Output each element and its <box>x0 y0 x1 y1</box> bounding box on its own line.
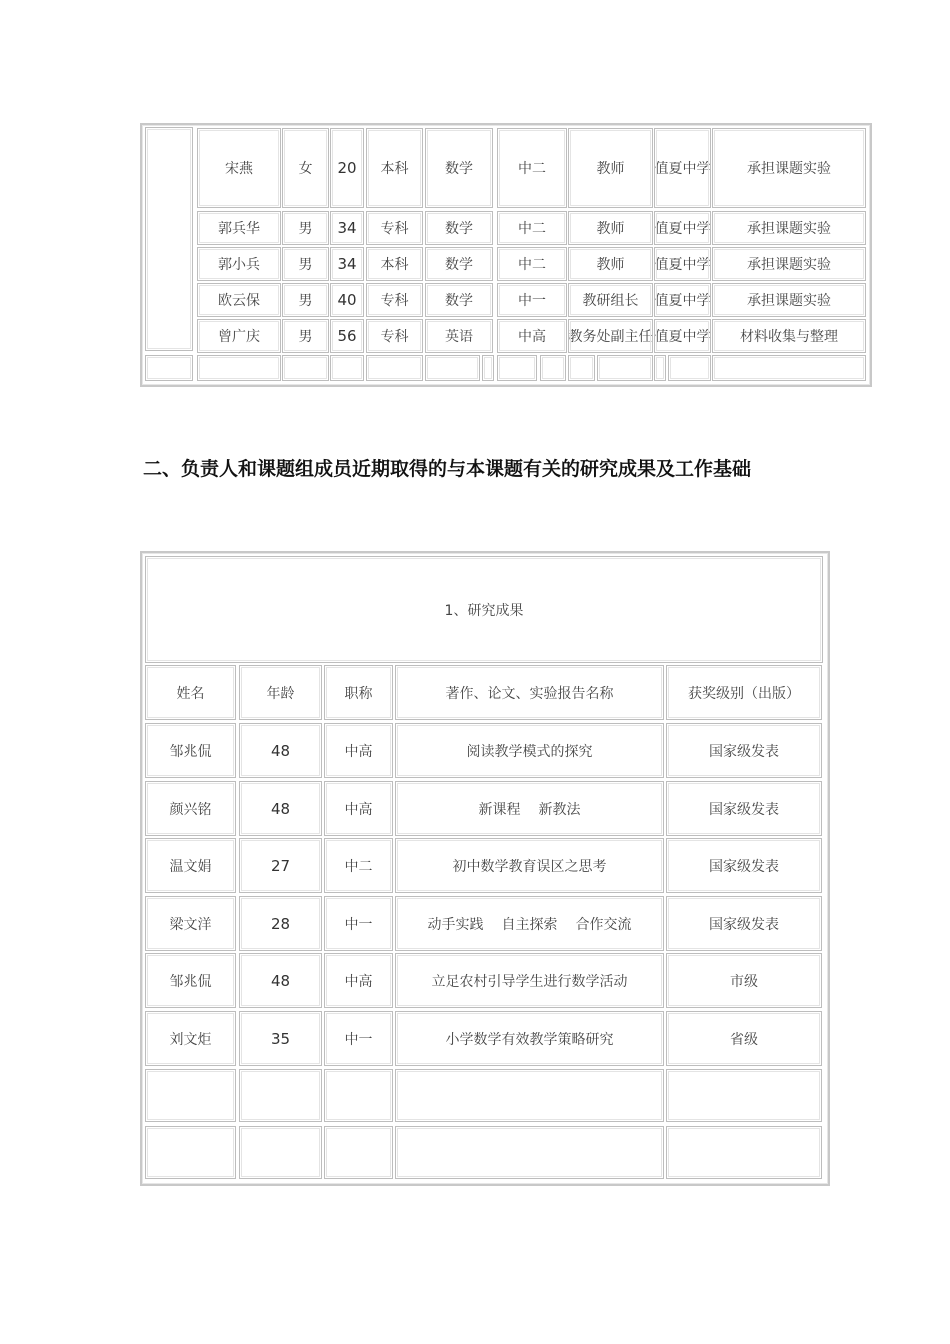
empty-cell <box>366 355 423 381</box>
empty-cell <box>239 1126 322 1179</box>
result-name: 温文娟 <box>145 838 236 893</box>
member-name: 欧云保 <box>197 283 281 317</box>
member-gender: 女 <box>282 128 329 208</box>
member-age: 56 <box>330 319 364 353</box>
empty-cell <box>197 355 281 381</box>
member-name: 郭兵华 <box>197 211 281 245</box>
result-age: 48 <box>239 723 322 778</box>
result-age: 48 <box>239 781 322 836</box>
member-school: 值夏中学 <box>654 128 711 208</box>
member-title: 中高 <box>497 319 567 353</box>
member-title: 中二 <box>497 211 567 245</box>
result-work: 阅读教学模式的探究 <box>395 723 664 778</box>
member-education: 专科 <box>366 319 423 353</box>
result-work: 小学数学有效教学策略研究 <box>395 1011 664 1066</box>
result-work: 新课程 新教法 <box>395 781 664 836</box>
empty-cell <box>282 355 329 381</box>
empty-cell <box>666 1069 822 1122</box>
empty-cell <box>540 355 566 381</box>
empty-cell <box>654 355 666 381</box>
result-title: 中一 <box>324 896 393 951</box>
empty-cell <box>324 1069 393 1122</box>
result-work: 初中数学教育误区之思考 <box>395 838 664 893</box>
empty-cell <box>395 1069 664 1122</box>
result-level: 国家级发表 <box>666 838 822 893</box>
result-age: 35 <box>239 1011 322 1066</box>
member-position: 教研组长 <box>568 283 653 317</box>
member-name: 郭小兵 <box>197 247 281 281</box>
empty-cell <box>395 1126 664 1179</box>
member-school: 值夏中学 <box>654 247 711 281</box>
empty-cell <box>324 1126 393 1179</box>
member-title: 中二 <box>497 128 567 208</box>
result-work: 立足农村引导学生进行数学活动 <box>395 953 664 1008</box>
column-header: 姓名 <box>145 665 236 720</box>
member-position: 教师 <box>568 247 653 281</box>
column-header: 职称 <box>324 665 393 720</box>
member-position: 教师 <box>568 211 653 245</box>
member-name: 宋燕 <box>197 128 281 208</box>
member-task: 承担课题实验 <box>712 247 866 281</box>
result-title: 中高 <box>324 953 393 1008</box>
empty-cell <box>482 355 494 381</box>
column-header: 获奖级别（出版） <box>666 665 822 720</box>
member-name: 曾广庆 <box>197 319 281 353</box>
members-table-left-column <box>145 127 193 351</box>
result-level: 国家级发表 <box>666 723 822 778</box>
result-name: 邹兆侃 <box>145 953 236 1008</box>
member-age: 34 <box>330 247 364 281</box>
empty-cell <box>425 355 480 381</box>
empty-cell <box>497 355 537 381</box>
member-task: 材料收集与整理 <box>712 319 866 353</box>
member-task: 承担课题实验 <box>712 128 866 208</box>
member-school: 值夏中学 <box>654 211 711 245</box>
member-school: 值夏中学 <box>654 283 711 317</box>
empty-cell <box>668 355 711 381</box>
result-work: 动手实践 自主探索 合作交流 <box>395 896 664 951</box>
result-age: 28 <box>239 896 322 951</box>
member-age: 34 <box>330 211 364 245</box>
member-age: 20 <box>330 128 364 208</box>
result-title: 中二 <box>324 838 393 893</box>
member-subject: 数学 <box>425 211 493 245</box>
member-education: 本科 <box>366 247 423 281</box>
result-level: 省级 <box>666 1011 822 1066</box>
member-position: 教务处副主任 <box>568 319 653 353</box>
member-subject: 英语 <box>425 319 493 353</box>
empty-cell <box>666 1126 822 1179</box>
result-title: 中高 <box>324 723 393 778</box>
member-gender: 男 <box>282 247 329 281</box>
result-age: 48 <box>239 953 322 1008</box>
empty-cell <box>239 1069 322 1122</box>
result-level: 国家级发表 <box>666 896 822 951</box>
member-position: 教师 <box>568 128 653 208</box>
member-task: 承担课题实验 <box>712 283 866 317</box>
result-level: 市级 <box>666 953 822 1008</box>
empty-cell <box>330 355 364 381</box>
result-name: 梁文洋 <box>145 896 236 951</box>
member-subject: 数学 <box>425 247 493 281</box>
member-task: 承担课题实验 <box>712 211 866 245</box>
member-school: 值夏中学 <box>654 319 711 353</box>
column-header: 著作、论文、实验报告名称 <box>395 665 664 720</box>
member-gender: 男 <box>282 319 329 353</box>
empty-cell <box>712 355 866 381</box>
member-education: 专科 <box>366 211 423 245</box>
column-header: 年龄 <box>239 665 322 720</box>
section-heading: 二、负责人和课题组成员近期取得的与本课题有关的研究成果及工作基础 <box>143 458 752 480</box>
member-education: 专科 <box>366 283 423 317</box>
empty-cell <box>568 355 595 381</box>
member-education: 本科 <box>366 128 423 208</box>
empty-cell <box>145 1126 236 1179</box>
member-gender: 男 <box>282 283 329 317</box>
empty-cell <box>145 1069 236 1122</box>
result-age: 27 <box>239 838 322 893</box>
empty-cell <box>597 355 653 381</box>
result-title: 中高 <box>324 781 393 836</box>
member-subject: 数学 <box>425 283 493 317</box>
result-name: 刘文炬 <box>145 1011 236 1066</box>
member-gender: 男 <box>282 211 329 245</box>
result-level: 国家级发表 <box>666 781 822 836</box>
empty-cell <box>145 355 193 381</box>
member-subject: 数学 <box>425 128 493 208</box>
result-name: 颜兴铭 <box>145 781 236 836</box>
member-age: 40 <box>330 283 364 317</box>
results-table-title: 1、研究成果 <box>145 556 823 663</box>
member-title: 中二 <box>497 247 567 281</box>
member-title: 中一 <box>497 283 567 317</box>
result-name: 邹兆侃 <box>145 723 236 778</box>
result-title: 中一 <box>324 1011 393 1066</box>
